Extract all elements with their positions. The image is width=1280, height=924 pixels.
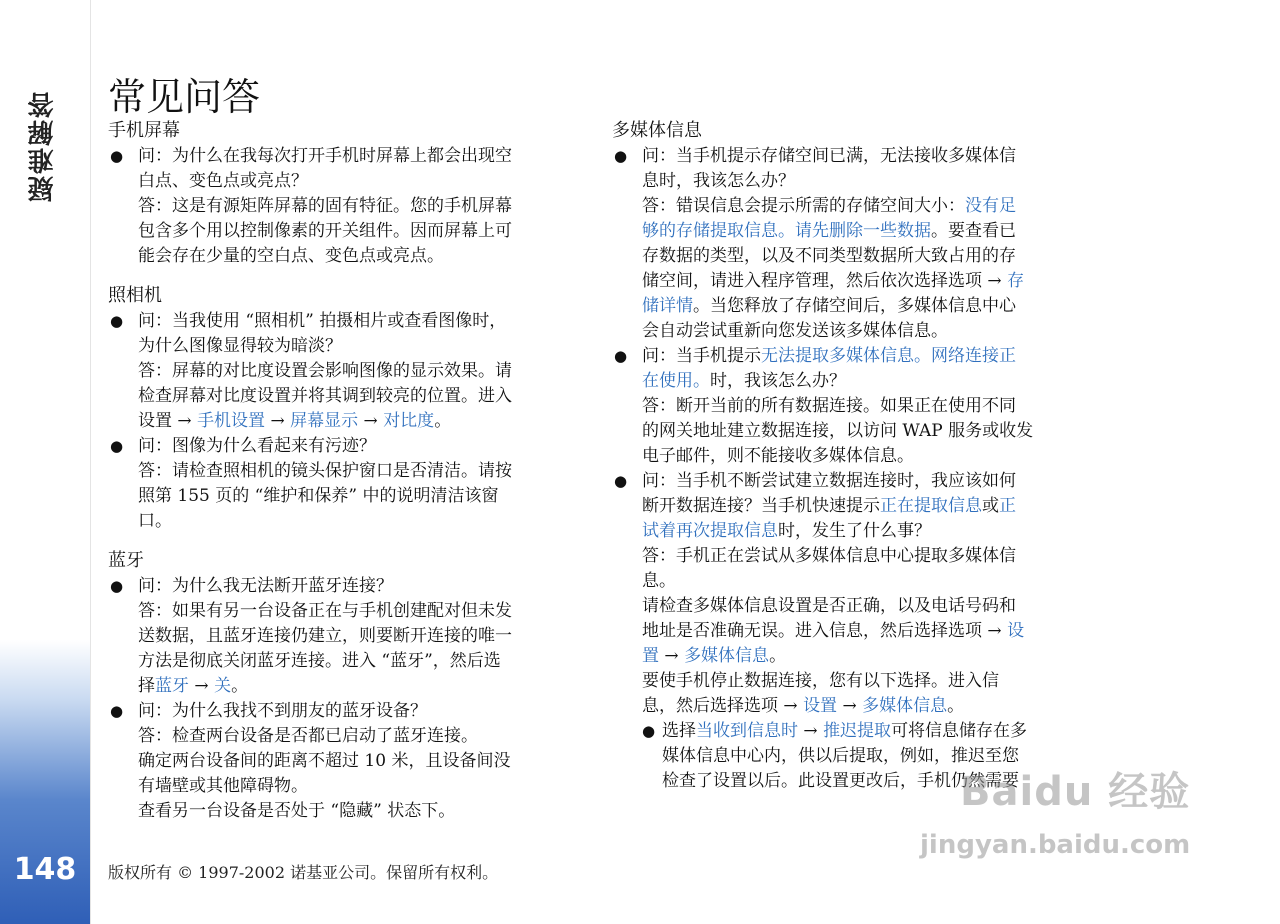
- bullet-icon: ●: [110, 577, 124, 595]
- menu-memory-details: 存: [1007, 271, 1025, 291]
- left-column: [108, 118, 578, 838]
- baidu-watermark: [920, 760, 1220, 870]
- sub-line: 检查了设置以后。此设置更改后，手机仍然需要: [662, 771, 1019, 791]
- bullet-icon: ●: [110, 437, 124, 455]
- line-end: 。: [769, 646, 787, 666]
- menu-options: 选项: [948, 621, 982, 641]
- arrow-icon: →: [982, 271, 1008, 291]
- arrow-icon: →: [659, 646, 685, 666]
- section-heading: 蓝牙: [108, 550, 144, 571]
- answer-line: 答：检查两台设备是否都已启动了蓝牙连接。: [138, 726, 478, 746]
- menu-options: 选项: [948, 271, 982, 291]
- line-end: 。: [231, 676, 249, 696]
- text: ，然后依次选择: [829, 271, 948, 291]
- text: ，然后选择: [863, 621, 948, 641]
- line-end: 。: [434, 411, 452, 431]
- faq-item: [108, 309, 578, 434]
- sub-line: 媒体信息中心内，供以后提取，例如，推迟至您: [662, 746, 1019, 766]
- arrow-icon: →: [358, 411, 384, 431]
- bullet-icon: ●: [110, 147, 124, 165]
- answer-line: 包含多个用以控制像素的开关组件。因而屏幕上可: [138, 221, 512, 241]
- answer-line: 答：这是有源矩阵屏幕的固有特征。您的手机屏幕: [138, 196, 512, 216]
- section-heading: 照相机: [108, 285, 162, 306]
- answer-line: 确定两台设备间的距离不超过 10 米，且设备间没: [138, 751, 511, 771]
- answer-line: 请检查多媒体信息设置是否正确，以及电话号码和: [642, 596, 1016, 616]
- left-margin-bar: [0, 0, 91, 924]
- menu-messages: 信: [982, 671, 999, 691]
- answer-line: 能会存在少量的空白点、变色点或亮点。: [138, 246, 444, 266]
- answer-line: 答：手机正在尝试从多媒体信息中心提取多媒体信: [642, 546, 1016, 566]
- status-message: 试着再次提取信息: [642, 521, 778, 541]
- question-line: 为什么图像显得较为暗淡？: [138, 336, 342, 356]
- answer-line: 会自动尝试重新向您发送该多媒体信息。: [642, 321, 948, 341]
- chapter-title: 疑难解答: [28, 90, 58, 202]
- bullet-icon: ●: [110, 702, 124, 720]
- answer-line: 息。: [642, 571, 676, 591]
- menu-contrast: 对比度: [383, 411, 435, 431]
- answer-line: 电子邮件，则不能接收多媒体信息。: [642, 446, 914, 466]
- error-message: 无法提取多媒体信息。网络连接正: [761, 346, 1016, 366]
- arrow-icon: →: [798, 721, 824, 741]
- answer-line: 查看另一台设备是否处于 “隐藏” 状态下。: [138, 801, 456, 821]
- answer-line: 答：请检查照相机的镜头保护窗口是否清洁。请按: [138, 461, 512, 481]
- answer-line: 方法是彻底关闭蓝牙连接。进入 “蓝牙”，然后选: [138, 651, 501, 671]
- text: 断开数据连接？当手机快速提示: [642, 496, 880, 516]
- menu-path-line: [138, 674, 578, 699]
- sub-line: [662, 719, 1094, 744]
- text: 。要查看已: [931, 221, 1016, 241]
- question-line: 问：为什么我无法断开蓝牙连接？: [138, 576, 393, 596]
- answer-line: 口。: [138, 511, 172, 531]
- answer-line: [642, 644, 1094, 669]
- answer-line: 的网关地址建立数据连接，以访问 WAP 服务或收发: [642, 421, 1034, 441]
- error-message: 够的存储提取信息。请先删除一些数据: [642, 221, 931, 241]
- arrow-icon: →: [265, 411, 291, 431]
- watermark-url: jingyan.baidu.com: [920, 830, 1191, 860]
- answer-line: [642, 694, 1094, 719]
- answer-line: [642, 669, 1094, 694]
- answer-line: [642, 619, 1094, 644]
- menu-settings: 置: [642, 646, 659, 666]
- question-line: 问：为什么我找不到朋友的蓝牙设备？: [138, 701, 427, 721]
- text: 或: [982, 496, 999, 516]
- menu-on-receipt: 当收到信息时: [696, 721, 798, 741]
- page-title: 常见问答: [108, 75, 261, 119]
- arrow-icon: →: [172, 411, 198, 431]
- faq-item: [612, 469, 1094, 794]
- line-end: 。: [947, 696, 965, 716]
- error-message: 在使用。: [642, 371, 710, 391]
- question-line: [642, 369, 1094, 394]
- question-line: [642, 344, 1094, 369]
- section-screen: [108, 118, 578, 269]
- arrow-icon: →: [778, 696, 804, 716]
- text: 储空间，请进入: [642, 271, 761, 291]
- answer-line: 检查屏幕对比度设置并将其调到较亮的位置。进入: [138, 386, 512, 406]
- menu-settings: 设置: [138, 411, 172, 431]
- status-message: 正在提取信息: [880, 496, 982, 516]
- menu-messages: 信息: [829, 621, 863, 641]
- menu-off: 关: [214, 676, 232, 696]
- bullet-icon: ●: [614, 472, 628, 490]
- section-heading: 多媒体信息: [612, 120, 702, 141]
- question-line: [642, 494, 1094, 519]
- section-mms: [612, 118, 1094, 794]
- answer-line: [642, 219, 1094, 244]
- text: 问：当手机提示: [642, 346, 761, 366]
- text: 可将信息储存在多: [891, 721, 1028, 741]
- menu-mms: 多媒体信息: [862, 696, 948, 716]
- menu-display: 屏幕显示: [290, 411, 359, 431]
- text: 地址是否准确无误。进入: [642, 621, 829, 641]
- menu-phone-settings: 手机设置: [197, 411, 266, 431]
- answer-line: [642, 194, 1094, 219]
- question-line: 问：当我使用 “照相机” 拍摄相片或查看图像时，: [138, 311, 507, 331]
- answer-line: [642, 294, 1094, 319]
- menu-app-manager: 程序管理: [761, 271, 829, 291]
- section-camera: [108, 283, 578, 534]
- faq-item: [108, 574, 578, 699]
- answer-line: 送数据，且蓝牙连接仍建立，则要断开连接的唯一: [138, 626, 512, 646]
- faq-item: [108, 434, 578, 534]
- text: 时，发生了什么事？: [778, 521, 931, 541]
- menu-messages: 息: [642, 696, 659, 716]
- menu-defer-retrieval: 推迟提取: [823, 721, 892, 741]
- text: 择: [138, 676, 155, 696]
- arrow-icon: →: [837, 696, 863, 716]
- faq-item: [108, 699, 578, 824]
- copyright-footer: 版权所有 © 1997-2002 诺基亚公司。保留所有权利。: [108, 863, 499, 882]
- text: ，然后选择: [659, 696, 744, 716]
- answer-line: 照第 155 页的 “维护和保养” 中的说明清洁该窗: [138, 486, 499, 506]
- answer-line: 答：如果有另一台设备正在与手机创建配对但未发: [138, 601, 512, 621]
- text: 。当您释放了存储空间后，多媒体信息中心: [693, 296, 1016, 316]
- menu-bluetooth: 蓝牙: [155, 676, 189, 696]
- text: 要使手机停止数据连接，您有以下选择。进入: [642, 671, 982, 691]
- faq-item: [612, 144, 1094, 344]
- menu-settings: 设置: [803, 696, 838, 716]
- menu-mms: 多媒体信息: [684, 646, 770, 666]
- text: 时，我该怎么办？: [710, 371, 846, 391]
- question-line: 息时，我该怎么办？: [642, 171, 795, 191]
- section-bluetooth: [108, 548, 578, 824]
- status-message: 正: [999, 496, 1016, 516]
- section-heading: 手机屏幕: [108, 120, 180, 141]
- arrow-icon: →: [982, 621, 1008, 641]
- watermark-brand: Baidu 经验: [960, 769, 1191, 815]
- answer-line: 答：屏幕的对比度设置会影响图像的显示效果。请: [138, 361, 512, 381]
- question-line: 问：当手机提示存储空间已满，无法接收多媒体信: [642, 146, 1016, 166]
- faq-item: [108, 144, 578, 269]
- answer-line: [642, 269, 1094, 294]
- bullet-icon: ●: [614, 147, 628, 165]
- bullet-icon: ●: [614, 347, 628, 365]
- arrow-icon: →: [189, 676, 215, 696]
- menu-settings: 设: [1007, 621, 1025, 641]
- menu-path-line: [138, 409, 578, 434]
- question-line: 白点、变色点或亮点？: [138, 171, 308, 191]
- question-line: 问：为什么在我每次打开手机时屏幕上都会出现空: [138, 146, 512, 166]
- text: 答：错误信息会提示所需的存储空间大小：: [642, 196, 965, 216]
- bullet-icon: ●: [110, 312, 124, 330]
- menu-options: 选项: [744, 696, 778, 716]
- question-line: 问：当手机不断尝试建立数据连接时，我应该如何: [642, 471, 1016, 491]
- question-line: 问：图像为什么看起来有污迹？: [138, 436, 376, 456]
- faq-item: [612, 344, 1094, 469]
- right-column: [612, 118, 1094, 808]
- page-number: 148: [13, 852, 77, 887]
- text: 选择: [662, 721, 696, 741]
- bullet-icon: ●: [642, 722, 656, 740]
- menu-memory-details: 储详情: [642, 296, 693, 316]
- answer-line: 存数据的类型，以及不同类型数据所大致占用的存: [642, 246, 1016, 266]
- error-message: 没有足: [965, 196, 1016, 216]
- question-line: [642, 519, 1094, 544]
- answer-line: 有墙壁或其他障碍物。: [138, 776, 308, 796]
- answer-line: 答：断开当前的所有数据连接。如果正在使用不同: [642, 396, 1016, 416]
